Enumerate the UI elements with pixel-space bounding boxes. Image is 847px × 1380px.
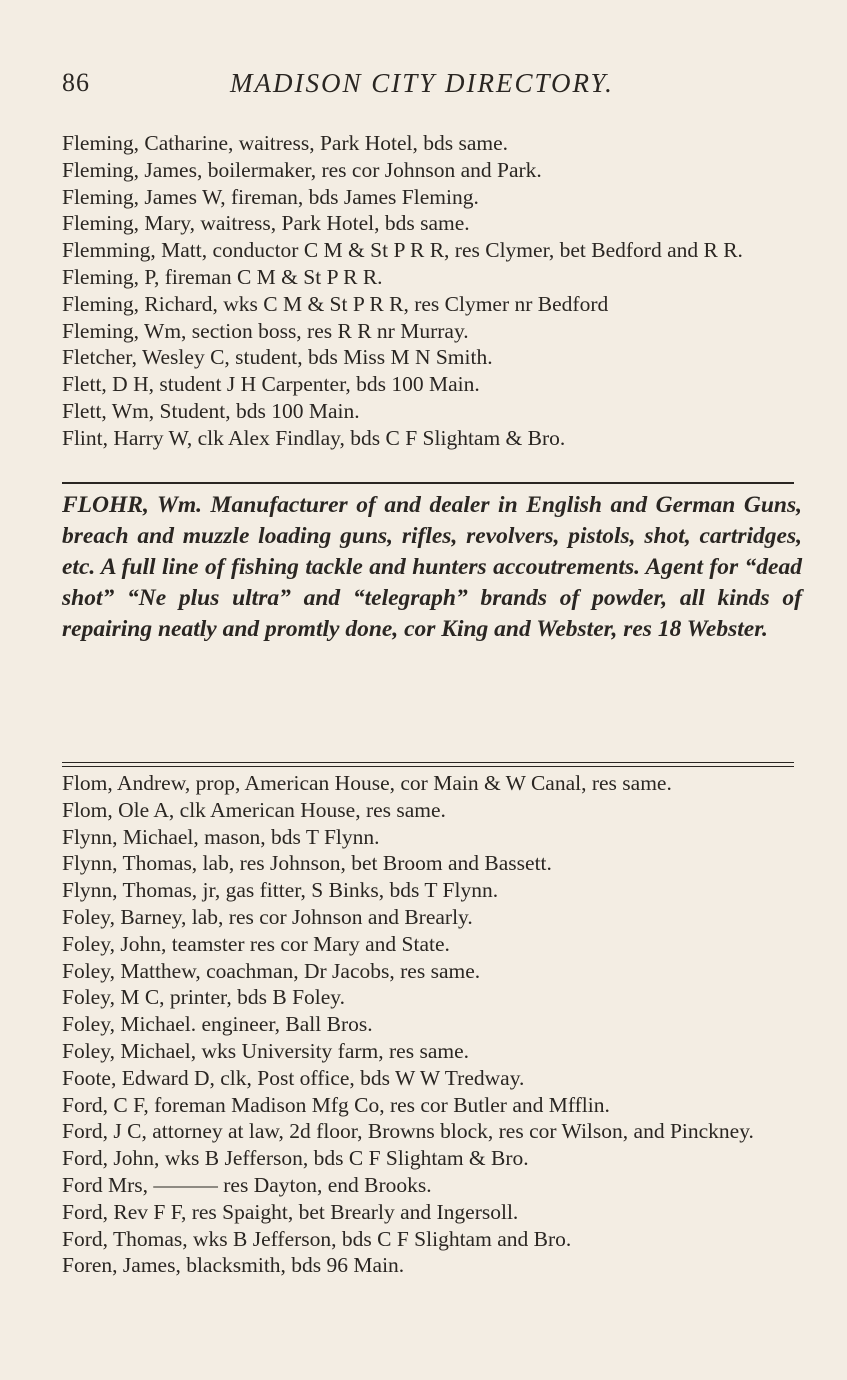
directory-entries-bottom	[62, 770, 802, 1279]
directory-entry: Fleming, P, fireman C M & St P R R.	[62, 264, 383, 289]
directory-entry: Fletcher, Wesley C, student, bds Miss M N Smith.	[62, 345, 493, 370]
directory-entry: Ford, John, wks B Jefferson, bds C F Slightam & Bro.	[62, 1146, 529, 1171]
directory-entry: Foote, Edward D, clk, Post office, bds W W Tredway.	[62, 1065, 525, 1090]
directory-entry: Foley, Michael, wks University farm, res same.	[62, 1038, 470, 1063]
page-header	[62, 68, 802, 108]
directory-entry: Flint, Harry W, clk Alex Findlay, bds C F Slightam & Bro.	[62, 425, 566, 450]
directory-entry: Foley, Barney, lab, res cor Johnson and Brearly.	[62, 904, 473, 929]
directory-entry: Foren, James, blacksmith, bds 96 Main.	[62, 1253, 405, 1278]
directory-entry: Flett, Wm, Student, bds 100 Main.	[62, 398, 360, 423]
directory-entry: Fleming, Catharine, waitress, Park Hotel, bds same.	[62, 131, 509, 155]
directory-entry: Ford, J C, attorney at law, 2d floor, Browns block, res cor Wilson, and Pinckney.	[62, 1119, 754, 1144]
advertisement-flohr: FLOHR, Wm. Manufacturer of and dealer in English and German Guns, breach and muzzle loading guns, rifles, revolvers, pistols, shot, cartridges, etc. A full line of fishing tackle and hunters accoutrements. Agent for “dead shot” “Ne plus ultra” and “telegraph” brands of powder, all kinds of repairing neatly and promtly done, cor King and Webster, res 18 Webster.	[62, 492, 802, 642]
directory-entry: Flom, Ole A, clk American House, res same.	[62, 797, 446, 822]
directory-entry: Ford, Rev F F, res Spaight, bet Brearly and Ingersoll.	[62, 1199, 519, 1224]
directory-entry: Foley, Michael. engineer, Ball Bros.	[62, 1012, 373, 1037]
directory-entry: Fleming, Mary, waitress, Park Hotel, bds same.	[62, 211, 470, 236]
advertisement-bottom-rule-2	[62, 766, 794, 767]
directory-entry: Foley, M C, printer, bds B Foley.	[62, 985, 346, 1010]
directory-entries-top	[62, 130, 802, 452]
directory-entry: Ford Mrs, ——— res Dayton, end Brooks.	[62, 1172, 432, 1197]
page-number: 86	[62, 68, 90, 97]
directory-entry: Fleming, Wm, section boss, res R R nr Murray.	[62, 318, 469, 343]
directory-entry: Flynn, Thomas, jr, gas fitter, S Binks, bds T Flynn.	[62, 878, 499, 903]
running-title: MADISON CITY DIRECTORY.	[230, 68, 614, 98]
directory-entry: Flynn, Thomas, lab, res Johnson, bet Broom and Bassett.	[62, 851, 552, 876]
directory-entry: Ford, C F, foreman Madison Mfg Co, res cor Butler and Mfflin.	[62, 1092, 610, 1117]
directory-entry: Fleming, James, boilermaker, res cor Johnson and Park.	[62, 157, 542, 182]
directory-entry: Ford, Thomas, wks B Jefferson, bds C F Slightam and Bro.	[62, 1226, 572, 1251]
advertisement-bottom-rule	[62, 762, 794, 763]
directory-entry: Foley, Matthew, coachman, Dr Jacobs, res same.	[62, 958, 481, 983]
directory-entry: Fleming, James W, fireman, bds James Fleming.	[62, 184, 479, 209]
directory-entry: Flom, Andrew, prop, American House, cor Main & W Canal, res same.	[62, 771, 672, 795]
directory-entry: Flemming, Matt, conductor C M & St P R R, res Clymer, bet Bedford and R R.	[62, 238, 743, 263]
directory-entry: Flett, D H, student J H Carpenter, bds 100 Main.	[62, 372, 480, 397]
directory-entry: Flynn, Michael, mason, bds T Flynn.	[62, 824, 380, 849]
directory-entry: Foley, John, teamster res cor Mary and State.	[62, 931, 450, 956]
advertisement-top-rule	[62, 482, 794, 484]
directory-entry: Fleming, Richard, wks C M & St P R R, res Clymer nr Bedford	[62, 291, 609, 316]
